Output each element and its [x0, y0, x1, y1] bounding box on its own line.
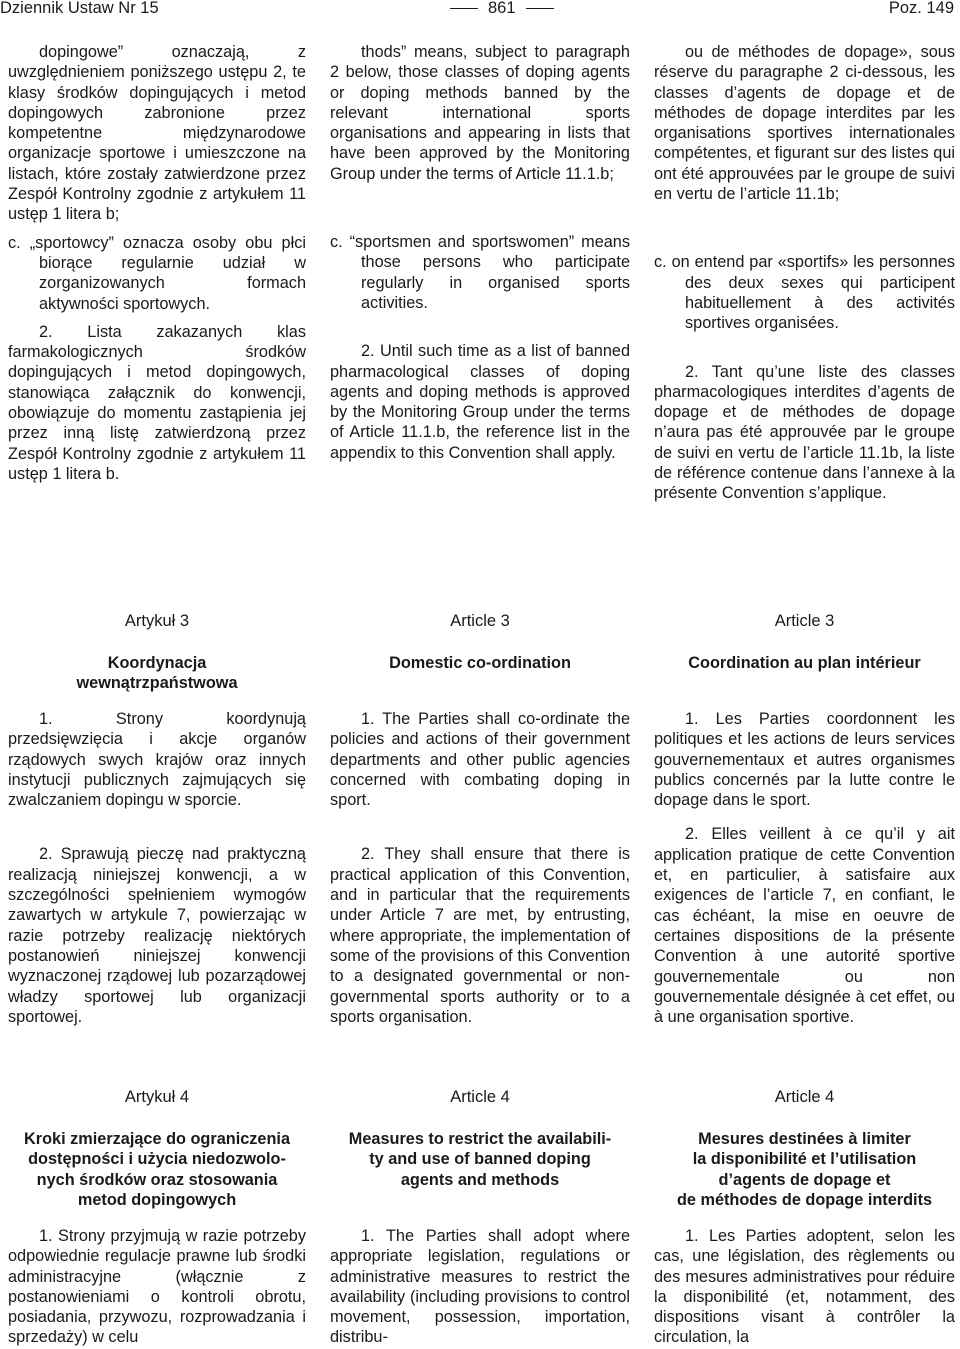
- en-article-4-body: [330, 1226, 630, 1348]
- page-number: [440, 0, 564, 17]
- fr-para-2: 2. Tant qu’une liste des classes pharmacologiques interdites d’agents de dopage et de méthodes de dopage n’aura pas été approuvée par le groupe de suivi en vertu de l’article 11.1b, la liste de référence contenue dans l’annexe à la présente Convention s’applique.: [654, 362, 955, 503]
- en-item-c: c. “sportsmen and sportswomen” means those persons who participate regularly in organised sports activities.: [330, 233, 630, 312]
- fr-article-3-title: Coordination au plan intérieur: [688, 654, 921, 672]
- fr-article-3-body: [654, 709, 955, 1027]
- pl-article-3-title: [8, 653, 306, 694]
- pl-article-4-body: [8, 1226, 306, 1348]
- fr-article-4-title: [654, 1129, 955, 1210]
- french-column-top: [654, 42, 955, 504]
- pl-article-4-title: [8, 1129, 306, 1210]
- pl-item-c: c. „sportowcy” oznacza osoby obu płci biorące regularnie udział w zorganizowanych formach aktywności sportowych.: [8, 233, 306, 313]
- position-number: Poz. 149: [888, 0, 954, 17]
- fr-article-3-para-1: 1. Les Parties coordonnent les politiques et les actions de leurs services gouvernementaux et autres organismes publics concernés par la lutte contre le dopage dans le sport.: [654, 710, 955, 810]
- en-article-3-title: Domestic co-ordination: [389, 654, 571, 672]
- en-article-4-para-1: 1. The Parties shall adopt where appropriate legislation, regulations or administrative measures to restrict the availability (including provisions to control movement, possession, importation, distribu-: [330, 1227, 630, 1347]
- en-article-4-title-line1: Measures to restrict the availabili-: [348, 1130, 612, 1148]
- dash-right: [526, 8, 554, 9]
- pl-article-4-title-line3: nych środków oraz stosowania: [36, 1170, 278, 1189]
- fr-article-4-body: [654, 1226, 955, 1348]
- pl-article-3-label: Artykuł 3: [124, 612, 190, 630]
- pl-para-2: 2. Lista zakazanych klas farmakologicznych środków dopingujących i metod dopingowych, stanowiąca załącznik do konwencji, obowiązuje do momentu zastąpienia jej przez inną listę zatwierdzoną przez Zespół Kontrolny zgodnie z artykułem 11 ustęp 1 litera b.: [8, 322, 306, 483]
- pl-continuation: dopingowe” oznaczają, z uwzględnieniem poniższego ustępu 2, te klasy środków dopingujących i metod dopingowych zabronione przez kompetentne międzynarodowe organizacje sportowe i umieszczone na listach, które zostały zatwierdzone przez Zespół Kontrolny zgodnie z artykułem 11 ustęp 1 litera b;: [8, 43, 306, 224]
- en-article-4-title-line3: agents and methods: [400, 1170, 560, 1189]
- pl-article-3-para-1: 1. Strony koordynują przedsięwzięcia i akcje organów rządowych swych krajów oraz innych instytucji publicznych zajmujących się zwalczaniem dopingu w sporcie.: [8, 710, 306, 810]
- fr-article-4-title-line4: de méthodes de dopage interdits: [676, 1190, 933, 1209]
- fr-continuation: ou de méthodes de dopage», sous réserve du paragraphe 2 ci-dessous, les classes d’agents de dopage et de méthodes de dopage interdites par les organisations sportives internationales compétentes, et figurant sur des listes qui ont été approuvées par le groupe de suivi en vertu de l’article 11.1b;: [654, 43, 955, 204]
- fr-article-4-title-line1: Mesures destinées à limiter: [698, 1130, 911, 1148]
- en-article-4-label: Article 4: [450, 1088, 510, 1106]
- en-article-4-title: [330, 1129, 630, 1190]
- pl-article-3-title-line2: wewnątrzpaństwowa: [76, 674, 238, 693]
- pl-article-4-label: Artykuł 4: [124, 1088, 190, 1106]
- en-article-3-label: Article 3: [450, 612, 510, 630]
- journal-title: Dziennik Ustaw Nr 15: [0, 0, 159, 17]
- pl-article-3-body: [8, 709, 306, 1027]
- fr-article-4-title-line2: la disponibilité et l’utilisation: [692, 1150, 917, 1169]
- fr-article-3-label: Article 3: [774, 612, 835, 630]
- page-number-text: 861: [488, 0, 516, 17]
- fr-item-c: c. on entend par «sportifs» les personnes des deux sexes qui participent habituellement à des activités sportives organisées.: [654, 253, 955, 333]
- en-article-4-title-line2: ty and use of banned doping: [369, 1150, 591, 1169]
- en-para-2: 2. Until such time as a list of banned pharmacological classes of doping agents and doping methods is approved by the Monitoring Group under the terms of Article 11.1.b, the reference list in the appendix to this Convention shall apply.: [330, 342, 630, 462]
- pl-article-4-title-line4: metod dopingowych: [77, 1190, 237, 1209]
- pl-article-4-para-1: 1. Strony przyjmują w razie potrzeby odpowiednie regulacje prawne lub środki administracyjne (włącznie z postanowieniami o kontroli obrotu, posiadania, przywozu, rozprowadzania i sprzedaży) w celu: [8, 1227, 306, 1347]
- en-article-3-para-2: 2. They shall ensure that there is practical application of this Convention, and in particular that the requirements under Article 7 are met, by entrusting, where appropriate, the implementation of some of the provisions of this Convention to a designated governmental or non-governmental sports authority or to a sports organisation.: [330, 845, 630, 1026]
- pl-article-4-title-line1: Kroki zmierzające do ograniczenia: [23, 1130, 291, 1148]
- en-article-3-para-1: 1. The Parties shall co-ordinate the policies and actions of their government departments and other public agencies concerned with combating doping in sport.: [330, 710, 630, 810]
- page-header: [0, 0, 960, 20]
- pl-article-3-title-line1: Koordynacja: [107, 654, 207, 672]
- en-article-3-body: [330, 709, 630, 1027]
- pl-article-3-para-2: 2. Sprawują pieczę nad praktyczną realizacją niniejszej konwencji, a w szczególności spełnieniem wymogów zawartych w artykule 7, powierzając w razie potrzeby realizację niektórych postanowień niniejszej konwencji wyznaczonej rządowej lub pozarządowej władzy sportowej lub organizacji sportowej.: [8, 845, 306, 1026]
- en-continuation: thods” means, subject to paragraph 2 below, those classes of doping agents or doping methods banned by the relevant international sports organisations and appearing in lists that have been approved by the Monitoring Group under the terms of Article 11.1.b;: [330, 43, 630, 183]
- fr-article-4-label: Article 4: [774, 1088, 835, 1106]
- dash-left: [450, 8, 478, 9]
- fr-article-3-para-2: 2. Elles veillent à ce qu’il y ait application pratique de cette Convention et, en particulier, à satisfaire aux exigences de l’article 7, en confiant, le cas échéant, la mise en oeuvre de certaines dispositions de la présente Convention à une autorité sportive gouvernementale ou non gouvernementale désignée à cet effet, ou à une organisation sportive.: [654, 825, 955, 1027]
- english-column-top: [330, 42, 630, 463]
- polish-column-top: [8, 42, 306, 484]
- fr-article-4-title-line3: d’agents de dopage et: [718, 1170, 891, 1189]
- pl-article-4-title-line2: dostępności i użycia niedozwolo-: [28, 1150, 286, 1169]
- fr-article-4-para-1: 1. Les Parties adoptent, selon les cas, une législation, des règlements ou des mesures administratives pour réduire la disponibilité (et, notamment, des dispositions visant à contrôler la circulation, la: [654, 1227, 955, 1347]
